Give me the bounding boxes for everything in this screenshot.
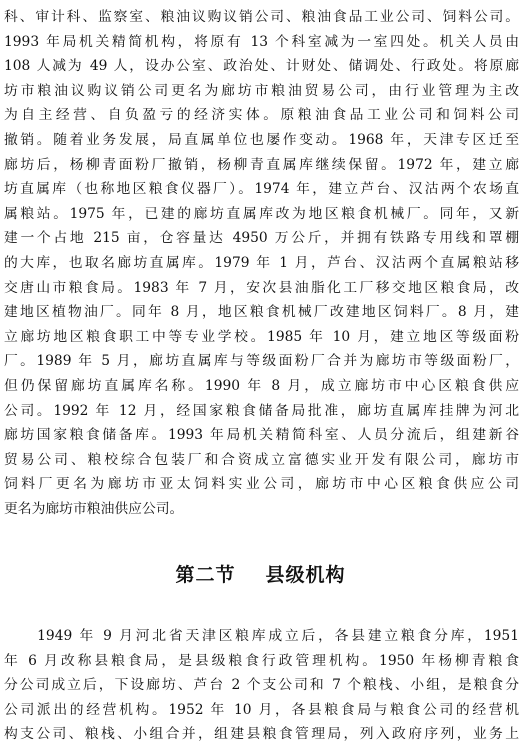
text-line: 廊坊国家粮食储备库。1993 年局机关精简科室、人员分流后，组建新谷 (4, 427, 519, 444)
text-line: 立廊坊地区粮食职工中等专业学校。1985 年 10 月，建立地区等级面粉 (4, 328, 519, 345)
text-line: 科、审计科、监察室、粮油议购议销公司、粮油食品工业公司、饲料公司。 (4, 9, 519, 25)
text-line: 属粮站。1975 年，已建的廊坊直属库改为地区粮食机械厂。同年，又新 (4, 205, 519, 222)
text-line: 建地区植物油厂。同年 8 月，地区粮食机械厂改建地区饲料厂。8 月，建 (4, 304, 519, 321)
text-line: 撤销。随着业务发展，局直属单位也屡作变动。1968 年，天津专区迁至 (4, 131, 519, 148)
text-line: 更名为廊坊市粮油供应公司。 (4, 500, 184, 517)
section-number: 第二节 (175, 564, 236, 586)
text-line: 构支公司、粮栈、小组合并，组建县粮食管理局，列入政府序列，业务上 (4, 726, 519, 743)
text-line: 公司。1992 年 12 月，经国家粮食储备局批准，廊坊直属库挂牌为河北 (4, 402, 519, 419)
text-line: 饲料厂更名为廊坊市亚太饲料实业公司，廊坊市中心区粮食供应公司 (4, 476, 519, 493)
section-title: 县级机构 (265, 564, 346, 586)
text-line: 贸易公司、粮校综合包装厂和合资成立富德实业开发有限公司，廊坊市 (4, 451, 519, 468)
text-line: 1993 年局机关精简机构，将原有 13 个科室减为一室四处。机关人员由 (4, 33, 519, 50)
text-line: 交唐山市粮食局。1983 年 7 月，安次县油脂化工厂移交地区粮食局，改 (4, 279, 519, 296)
text-line: 的大库，也取名廊坊直属库。1979 年 1 月，芦台、汉沽两个直属粮站移 (4, 254, 519, 271)
text-line: 分公司成立后，下设廊坊、芦台 2 个支公司和 7 个粮栈、小组，是粮食分 (4, 677, 519, 694)
text-line: 公司派出的经营机构。1952 年 10 月，各县粮食局与粮食公司的经营机 (4, 701, 519, 718)
section1-text-block (4, 5, 519, 521)
text-line: 建一个占地 215 亩，仓容量达 4950 万公斤，并拥有铁路专用线和罩棚 (4, 230, 519, 247)
text-line: 1949 年 9 月河北省天津区粮库成立后，各县建立粮食分库，1951 (4, 628, 519, 644)
text-line: 廊坊后，杨柳青面粉厂撤销，杨柳青直属库继续保留。1972 年，建立廊 (4, 156, 519, 173)
text-line: 为自主经营、自负盈亏的经济实体。原粮油食品工业公司和饲料公司 (4, 107, 519, 124)
text-line: 坊直属库（也称地区粮食仪器厂）。1974 年，建立芦台、汉沽两个农场直 (4, 181, 519, 198)
text-line: 厂。1989 年 5 月，廊坊直属库与等级面粉厂合并为廊坊市等级面粉厂， (4, 353, 519, 370)
text-line: 但仍保留廊坊直属库名称。1990 年 8 月，成立廊坊市中心区粮食供应 (4, 377, 519, 394)
text-line: 年 6 月改称县粮食局，是县级粮食行政管理机构。1950 年杨柳青粮食 (4, 652, 519, 669)
text-line: 108 人减为 49 人，设办公室、政治处、计财处、储调处、行政处。将原廊 (4, 58, 519, 75)
section2-text-block (4, 624, 519, 746)
section-heading (0, 560, 521, 590)
text-line: 坊市粮油议购议销公司更名为廊坊市粮油贸易公司，由行业管理为主改 (4, 82, 519, 99)
